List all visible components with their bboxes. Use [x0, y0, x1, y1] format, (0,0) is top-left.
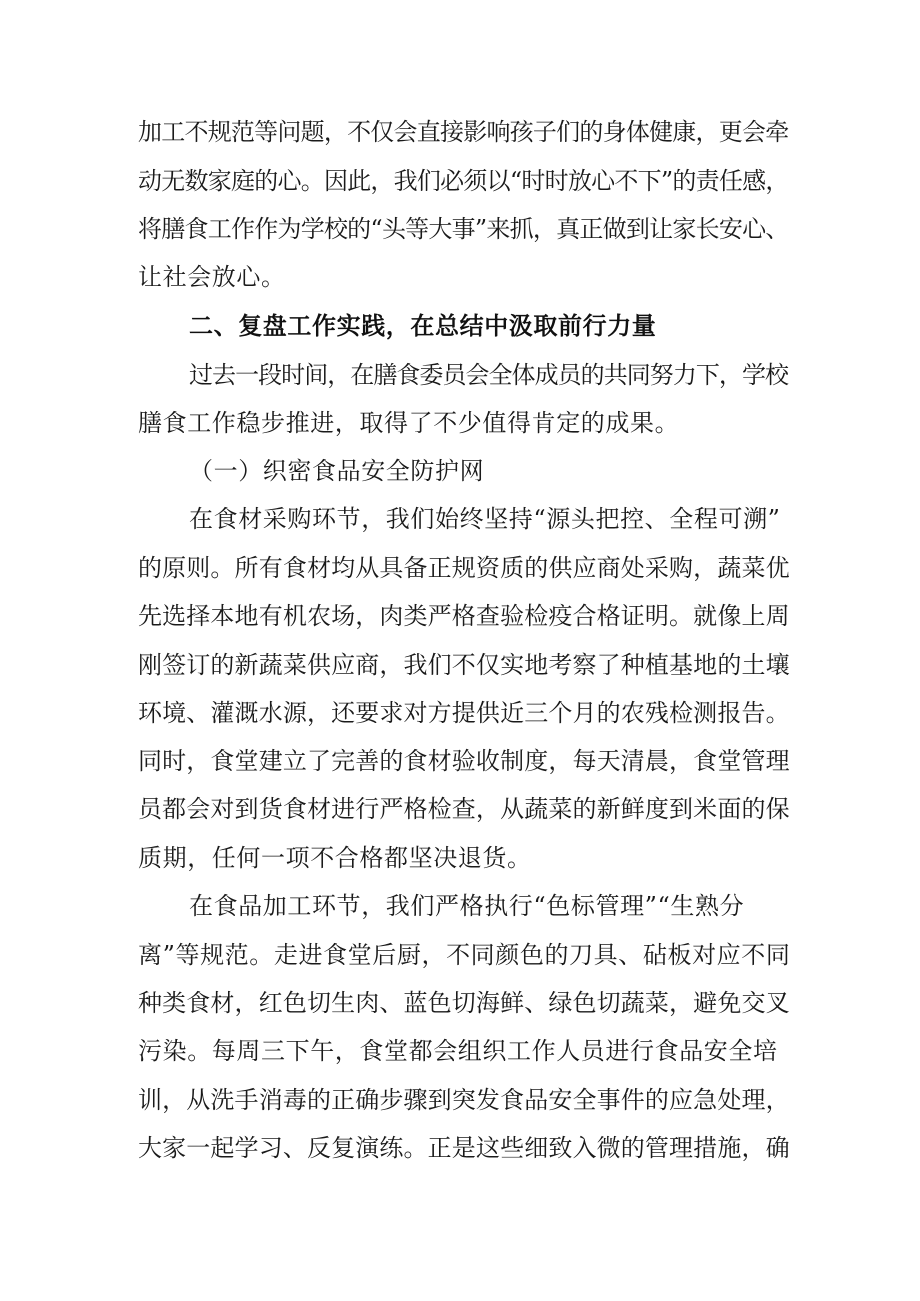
body-text-line: 在食品加工环节，我们严格执行“色标管理”“生熟分: [189, 892, 745, 920]
body-text-line: 膳食工作稳步推进，取得了不少值得肯定的成果。: [138, 409, 680, 437]
body-text-line: 先选择本地有机农场，肉类严格查验检疫合格证明。就像上周: [138, 602, 790, 630]
body-text-line: 将膳食工作作为学校的“头等大事”来抓，真正做到让家长安心、: [138, 215, 789, 243]
body-text-line: 员都会对到货食材进行严格检查，从蔬菜的新鲜度到米面的保: [138, 795, 790, 823]
body-text-line: 污染。每周三下午，食堂都会组织工作人员进行食品安全培: [138, 1037, 778, 1065]
body-text-line: 让社会放心。: [138, 263, 286, 291]
subsection-heading: （一）织密食品安全防护网: [189, 457, 485, 485]
body-text-line: 大家一起学习、反复演练。正是这些细致入微的管理措施，确: [138, 1134, 790, 1162]
body-text-line: 质期，任何一项不合格都坚决退货。: [138, 844, 532, 872]
body-text-line: 离”等规范。走进食堂后厨，不同颜色的刀具、砧板对应不同: [138, 941, 791, 969]
body-text-line: 环境、灌溉水源，还要求对方提供近三个月的农残检测报告。: [138, 699, 790, 727]
body-text-line: 过去一段时间，在膳食委员会全体成员的共同努力下，学校: [189, 361, 789, 389]
body-text-line: 同时，食堂建立了完善的食材验收制度，每天清晨，食堂管理: [138, 747, 790, 775]
body-text-line: 的原则。所有食材均从具备正规资质的供应商处采购，蔬菜优: [138, 554, 790, 582]
body-text-line: 动无数家庭的心。因此，我们必须以“时时放心不下”的责任感，: [138, 167, 789, 195]
body-text-line: 在食材采购环节，我们始终坚持“源头把控、全程可溯”: [189, 505, 781, 533]
section-heading: 二、复盘工作实践，在总结中汲取前行力量: [189, 312, 657, 340]
body-text-line: 种类食材，红色切生肉、蓝色切海鲜、绿色切蔬菜，避免交叉: [138, 989, 790, 1017]
body-text-line: 加工不规范等问题，不仅会直接影响孩子们的身体健康，更会牵: [138, 118, 789, 146]
body-text-line: 刚签订的新蔬菜供应商，我们不仅实地考察了种植基地的土壤: [138, 651, 790, 679]
body-text-line: 训，从洗手消毒的正确步骤到突发食品安全事件的应急处理，: [138, 1086, 790, 1114]
